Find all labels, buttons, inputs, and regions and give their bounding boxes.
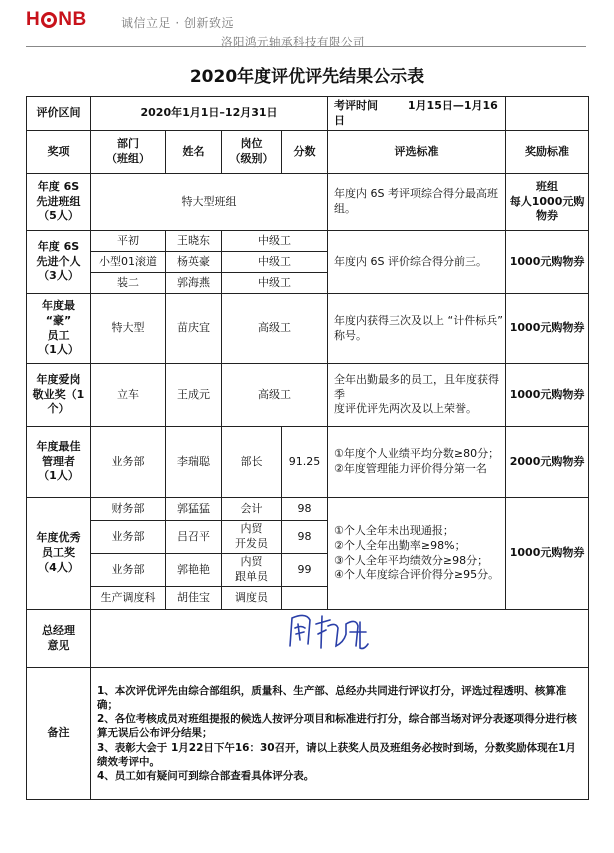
score: 91.25 (282, 427, 328, 498)
person-name: 王成元 (166, 364, 222, 427)
score: 99 (282, 554, 328, 587)
review-label: 考评时间 (334, 98, 379, 112)
dept: 业务部 (91, 554, 166, 587)
person-name: 郭海燕 (166, 273, 222, 294)
award-row-ind6s (27, 231, 589, 252)
position: 部长 (222, 427, 282, 498)
review-value: 1月15日—1月16日 (334, 98, 498, 127)
award-title: 年度最 “豪” 员工 （1人） (27, 294, 91, 364)
person-name: 郭艳艳 (166, 554, 222, 587)
col-dept: 部门 （班组） (91, 131, 166, 174)
col-score: 分数 (282, 131, 328, 174)
document-title: 2020年度评优评先结果公示表 (189, 67, 425, 87)
gm-label: 总经理 意见 (27, 610, 91, 668)
person-name: 杨英豪 (166, 252, 222, 273)
handwritten-signature (286, 610, 386, 652)
reward: 1000元购物券 (506, 231, 589, 294)
col-criteria: 评选标准 (328, 131, 506, 174)
position: 高级工 (222, 294, 328, 364)
person-name: 胡佳宝 (166, 587, 222, 610)
dept: 财务部 (91, 498, 166, 521)
col-name: 姓名 (166, 131, 222, 174)
dept: 小型01滚道 (91, 252, 166, 273)
col-reward: 奖励标准 (506, 131, 589, 174)
reward: 1000元购物券 (506, 498, 589, 610)
award-title: 年度 6S 先进个人 （3人） (27, 231, 91, 294)
position: 会计 (222, 498, 282, 521)
award-row-manager (27, 427, 589, 498)
award-row-dedication (27, 364, 589, 427)
col-position: 岗位 （级别） (222, 131, 282, 174)
logo-ring-icon (41, 12, 57, 28)
reward: 1000元购物券 (506, 364, 589, 427)
notes-content (91, 668, 589, 800)
position: 内贸 开发员 (222, 521, 282, 554)
award-row-excellent (27, 498, 589, 521)
period-label: 评价区间 (27, 97, 91, 131)
position: 内贸 跟单员 (222, 554, 282, 587)
criteria: 年度内获得三次及以上 “计件标兵” 称号。 (328, 294, 506, 364)
note-item: 4、员工如有疑问可到综合部查看具体评分表。 (97, 769, 315, 782)
review-blank (506, 97, 589, 131)
position: 中级工 (222, 252, 328, 273)
dept: 生产调度科 (91, 587, 166, 610)
criteria: 全年出勤最多的员工，且年度获得季 度评优评先两次及以上荣誉。 (328, 364, 506, 427)
criteria: ①年度个人业绩平均分数≥80分； ②年度管理能力评价得分第一名 (328, 427, 506, 498)
award-title: 年度优秀 员工奖 （4人） (27, 498, 91, 610)
notes-row (27, 668, 589, 800)
person-name: 郭猛猛 (166, 498, 222, 521)
dept: 特大型 (91, 294, 166, 364)
notes-label: 备注 (27, 668, 91, 800)
award-title: 年度爱岗 敬业奖（1 个） (27, 364, 91, 427)
company-name: 洛阳鸿元轴承科技有限公司 (221, 35, 365, 49)
person-name: 李瑞聪 (166, 427, 222, 498)
team-name: 特大型班组 (91, 174, 328, 231)
criteria: 年度内 6S 考评项综合得分最高班组。 (328, 174, 506, 231)
dept: 平初 (91, 231, 166, 252)
award-title: 年度最佳 管理者 （1人） (27, 427, 91, 498)
results-table (26, 96, 589, 800)
award-title: 年度 6S 先进班组 （5人） (27, 174, 91, 231)
person-name: 王晓东 (166, 231, 222, 252)
note-item: 3、表彰大会于 1月22日下午16：30召开，请以上获奖人员及班组务必按时到场，分数奖励体现在1月绩效考评中。 (97, 741, 576, 768)
letterhead (26, 8, 586, 48)
reward: 1000元购物券 (506, 294, 589, 364)
position: 高级工 (222, 364, 328, 427)
col-award: 奖项 (27, 131, 91, 174)
position: 中级工 (222, 273, 328, 294)
position: 中级工 (222, 231, 328, 252)
dept: 立车 (91, 364, 166, 427)
note-item: 1、本次评优评先由综合部组织，质量科、生产部、总经办共同进行评议打分，评选过程透明、核算准确； (97, 684, 567, 712)
score (282, 587, 328, 610)
slogan: 诚信立足 · 创新致远 (121, 16, 234, 30)
dept: 业务部 (91, 521, 166, 554)
score: 98 (282, 521, 328, 554)
note-item: 2、各位考核成员对班组提报的候选人按评分项目和标准进行打分，综合部当场对评分表逐项得分进行核算无误后公布评分结果； (97, 713, 577, 740)
dept: 业务部 (91, 427, 166, 498)
award-row-hao (27, 294, 589, 364)
criteria: 年度内 6S 评价综合得分前三。 (328, 231, 506, 294)
reward: 2000元购物券 (506, 427, 589, 498)
criteria: ①个人全年未出现通报； ②个人全年出勤率≥98%； ③个人全年平均绩效分≥98分； ④个人年度综合评价得分≥95分。 (328, 498, 506, 610)
period-row (27, 97, 589, 131)
review-time (328, 97, 506, 131)
award-row-team6s (27, 174, 589, 231)
reward: 班组 每人1000元购 物券 (506, 174, 589, 231)
column-header-row (27, 131, 589, 174)
company-logo: H NB (26, 9, 87, 30)
person-name: 苗庆宜 (166, 294, 222, 364)
dept: 装二 (91, 273, 166, 294)
score: 98 (282, 498, 328, 521)
person-name: 吕召平 (166, 521, 222, 554)
position: 调度员 (222, 587, 282, 610)
header-divider (26, 46, 586, 47)
period-value: 2020年1月1日–12月31日 (91, 97, 328, 131)
